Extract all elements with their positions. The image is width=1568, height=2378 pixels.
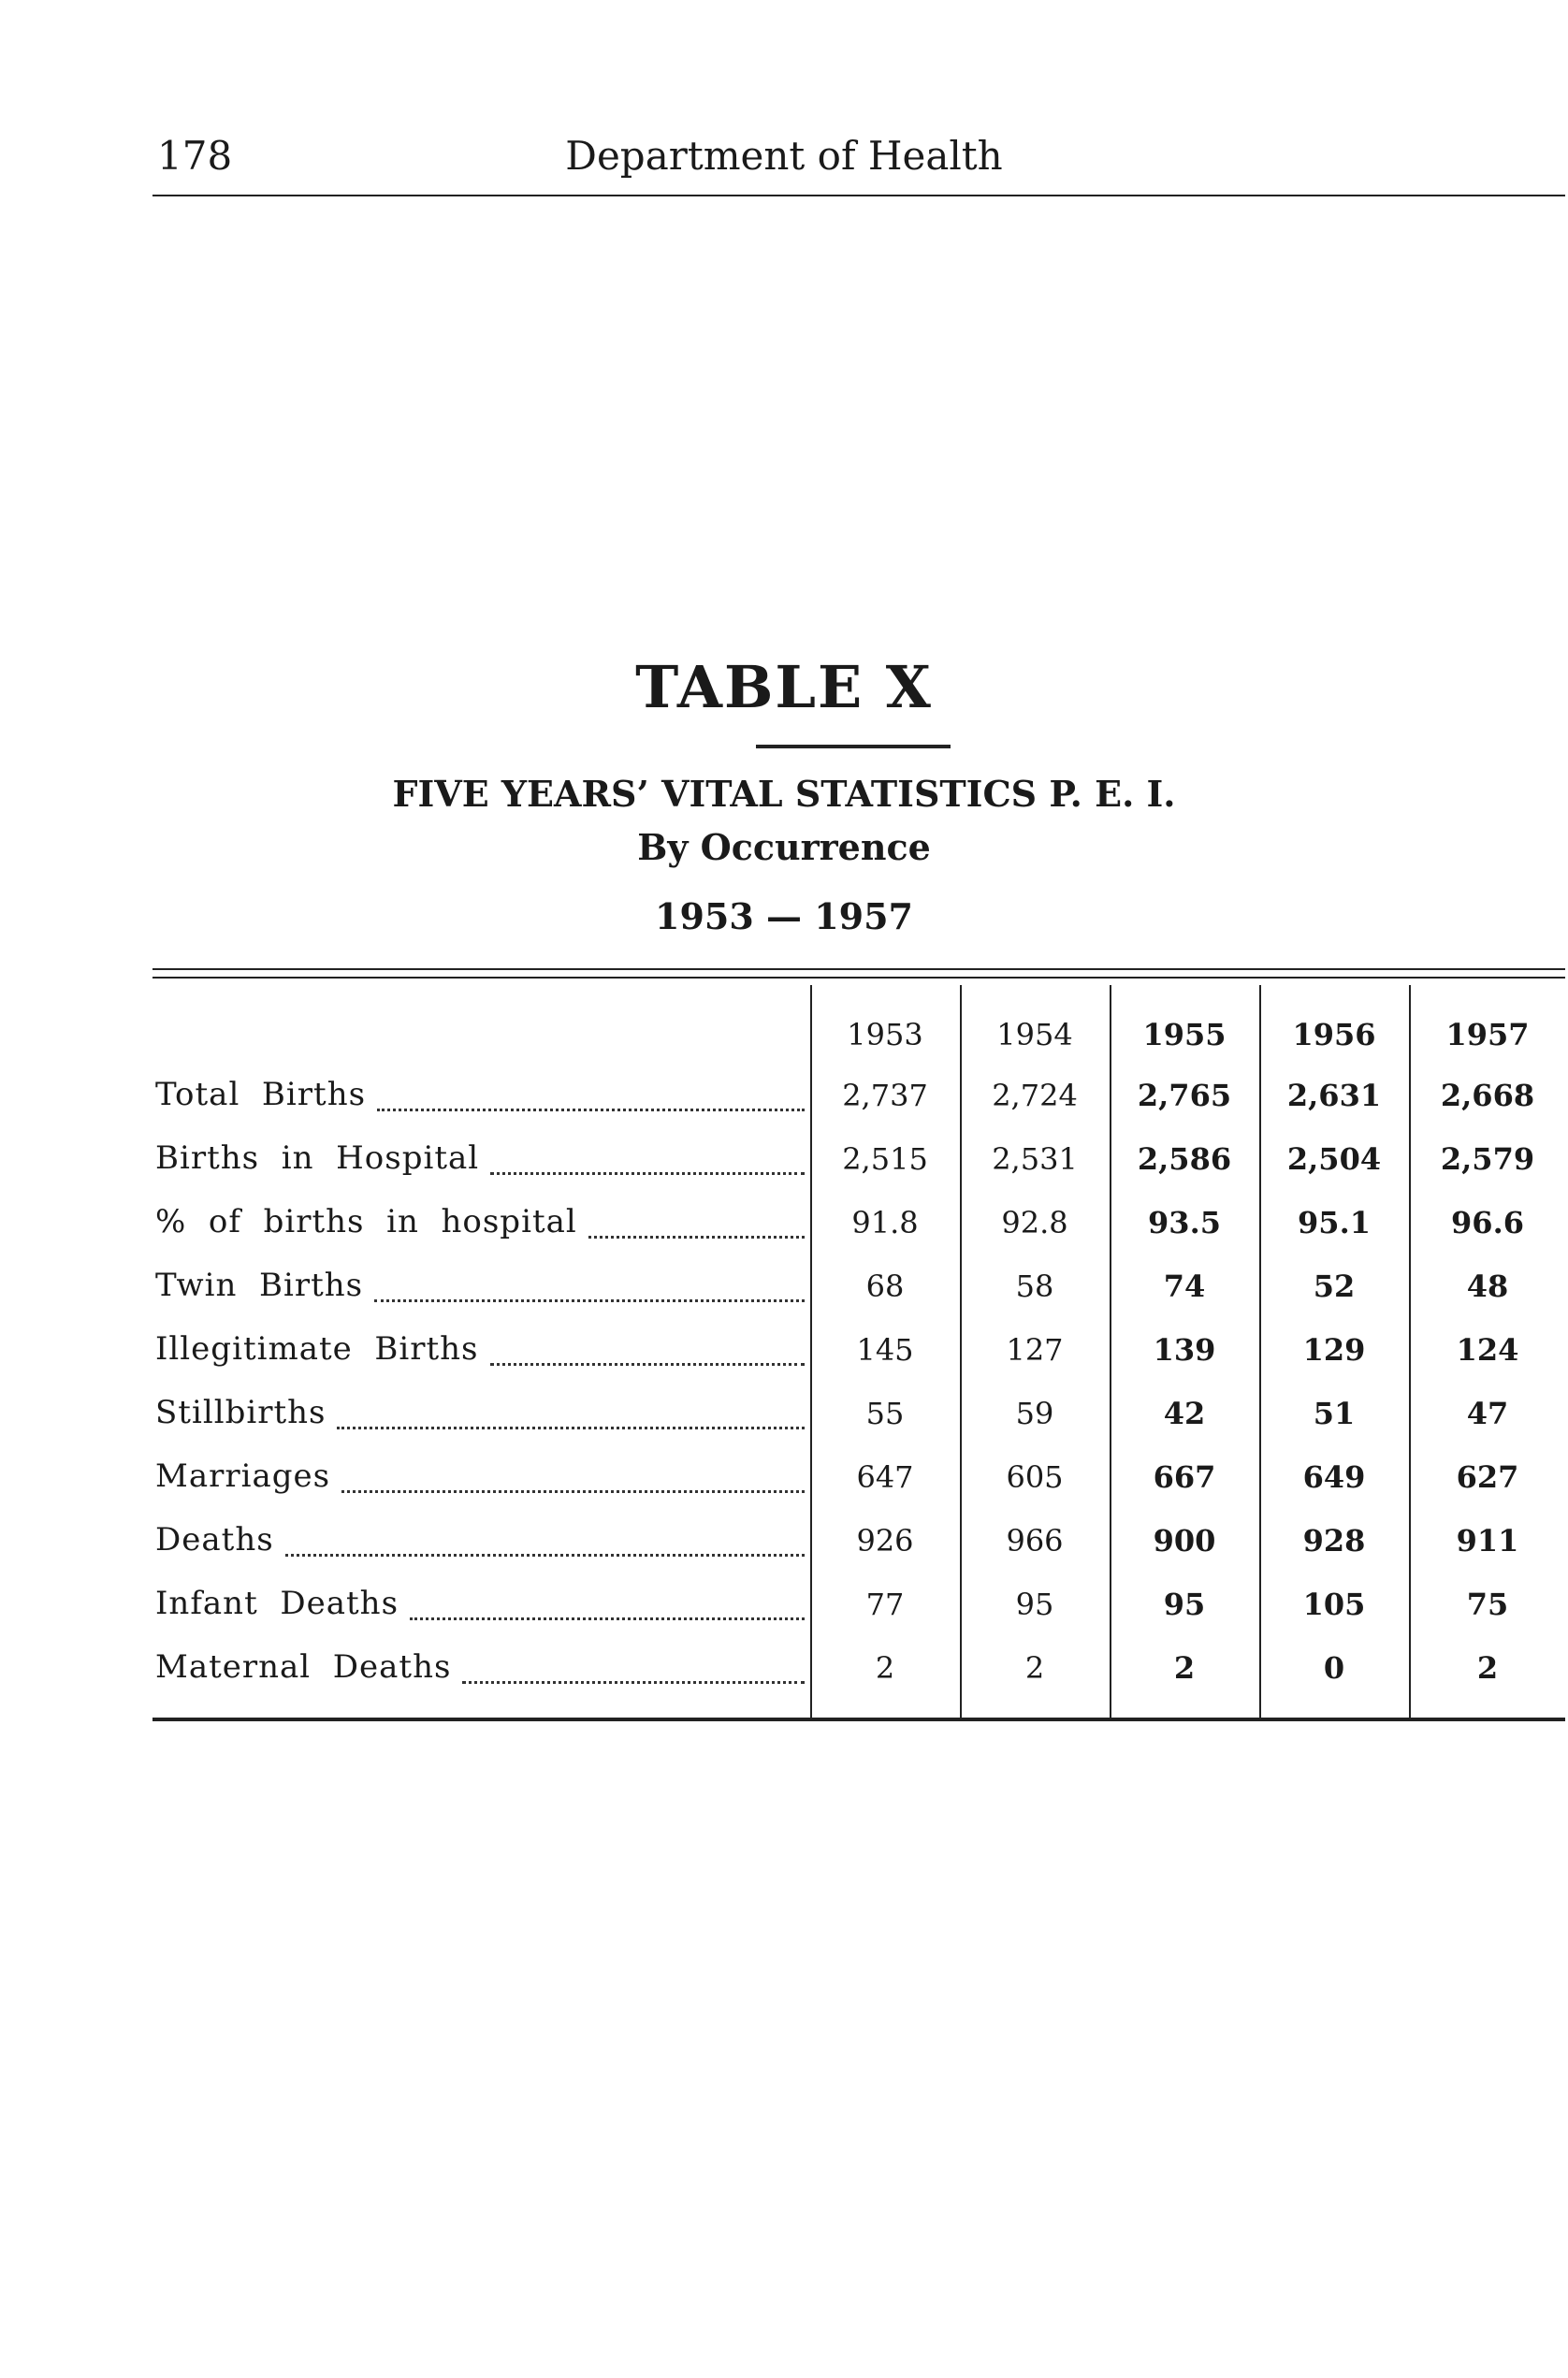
row-label: [155, 1521, 805, 1564]
row-label-text: Stillbirths: [155, 1394, 327, 1431]
table-cell: 93.5: [1148, 1205, 1221, 1240]
row-label: [155, 1585, 805, 1628]
row-label: [155, 1394, 805, 1437]
table-cell: 928: [1302, 1523, 1366, 1559]
table-cell: 627: [1456, 1459, 1519, 1495]
table-cell: 58: [1015, 1269, 1054, 1304]
table-cell: 2,765: [1137, 1078, 1232, 1113]
table-cell: 926: [856, 1523, 914, 1559]
table-cell: 91.8: [851, 1205, 919, 1240]
table-cell: 95: [1163, 1587, 1206, 1622]
running-head: Department of Health: [565, 133, 1003, 179]
table-cell: 2,579: [1440, 1141, 1535, 1177]
row-label-text: Births in Hospital: [155, 1139, 480, 1177]
table-cell: 2: [1476, 1650, 1499, 1686]
table-cell: 649: [1302, 1459, 1366, 1495]
table-cell: 55: [865, 1396, 905, 1431]
table-cell: 0: [1323, 1650, 1345, 1686]
table-cell: 95.1: [1298, 1205, 1371, 1240]
table-cell: 605: [1006, 1459, 1064, 1495]
table-cell: 51: [1313, 1396, 1356, 1431]
table-cell: 966: [1006, 1523, 1064, 1559]
column-header-year: 1955: [1142, 1017, 1227, 1052]
row-label: [155, 1139, 805, 1182]
header-rule: [152, 195, 1565, 196]
table-cell: 74: [1163, 1269, 1206, 1304]
table-cell: 2,631: [1286, 1078, 1382, 1113]
column-header-year: 1954: [996, 1017, 1073, 1052]
table-cell: 59: [1015, 1396, 1054, 1431]
row-label-text: Deaths: [155, 1521, 274, 1559]
table-cell: 52: [1313, 1269, 1356, 1304]
column-header-year: 1953: [847, 1017, 923, 1052]
table-cell: 42: [1163, 1396, 1206, 1431]
table-cell: 48: [1466, 1269, 1509, 1304]
row-label: [155, 1203, 805, 1246]
table-cell: 667: [1153, 1459, 1216, 1495]
table-cell: 145: [856, 1332, 914, 1368]
table-subtitle-occurrence: By Occurrence: [637, 826, 931, 868]
table-cell: 127: [1006, 1332, 1064, 1368]
table-cell: 75: [1466, 1587, 1509, 1622]
dot-leader: [462, 1681, 805, 1684]
table-cell: 2,531: [992, 1141, 1078, 1177]
table-cell: 911: [1456, 1523, 1519, 1559]
table-cell: 2,724: [992, 1078, 1078, 1113]
dot-leader: [377, 1109, 805, 1111]
dot-leader: [285, 1554, 805, 1557]
table-cell: 129: [1302, 1332, 1366, 1368]
dot-leader: [341, 1490, 805, 1493]
table-title: TABLE X: [635, 653, 933, 721]
row-label-text: Illegitimate Births: [155, 1330, 479, 1368]
table-cell: 2,668: [1440, 1078, 1535, 1113]
table-subtitle: FIVE YEARS’ VITAL STATISTICS P. E. I.: [392, 773, 1176, 815]
column-header-year: 1957: [1445, 1017, 1530, 1052]
page-number: 178: [157, 133, 233, 179]
table-cell: 124: [1456, 1332, 1519, 1368]
row-label-text: Twin Births: [155, 1267, 364, 1304]
dot-leader: [337, 1427, 805, 1429]
table-cell: 647: [856, 1459, 914, 1495]
row-label: [155, 1076, 805, 1119]
row-label-text: Marriages: [155, 1457, 331, 1495]
dot-leader: [374, 1299, 805, 1302]
table-cell: 2: [1024, 1650, 1045, 1686]
row-label: [155, 1267, 805, 1310]
table-cell: 139: [1153, 1332, 1216, 1368]
table-period: 1953 — 1957: [655, 895, 913, 937]
table-cell: 68: [865, 1269, 905, 1304]
row-label-text: Maternal Deaths: [155, 1648, 452, 1686]
table-cell: 77: [865, 1587, 905, 1622]
column-header-year: 1956: [1292, 1017, 1376, 1052]
table-cell: 900: [1153, 1523, 1216, 1559]
table-cell: 2,504: [1286, 1141, 1382, 1177]
column-divider: [1409, 985, 1411, 1719]
table-cell: 2,737: [842, 1078, 928, 1113]
row-label: [155, 1648, 805, 1691]
table-cell: 2,515: [842, 1141, 928, 1177]
table-cell: 92.8: [1001, 1205, 1068, 1240]
dot-leader: [490, 1363, 805, 1366]
table-bottom-rule: [152, 1718, 1565, 1721]
table-cell: 96.6: [1451, 1205, 1524, 1240]
dot-leader: [588, 1236, 805, 1239]
table-cell: 2: [1173, 1650, 1196, 1686]
title-rule: [756, 745, 951, 748]
row-label-text: Infant Deaths: [155, 1585, 399, 1622]
row-label-text: % of births in hospital: [155, 1203, 577, 1240]
table-cell: 2,586: [1137, 1141, 1232, 1177]
row-label: [155, 1457, 805, 1501]
dot-leader: [490, 1172, 805, 1175]
row-label-text: Total Births: [155, 1076, 367, 1113]
table-cell: 2: [875, 1650, 895, 1686]
table-cell: 95: [1015, 1587, 1054, 1622]
dot-leader: [410, 1617, 805, 1620]
table-top-rule: [152, 968, 1565, 979]
table-cell: 47: [1466, 1396, 1509, 1431]
table-cell: 105: [1302, 1587, 1366, 1622]
row-label: [155, 1330, 805, 1373]
